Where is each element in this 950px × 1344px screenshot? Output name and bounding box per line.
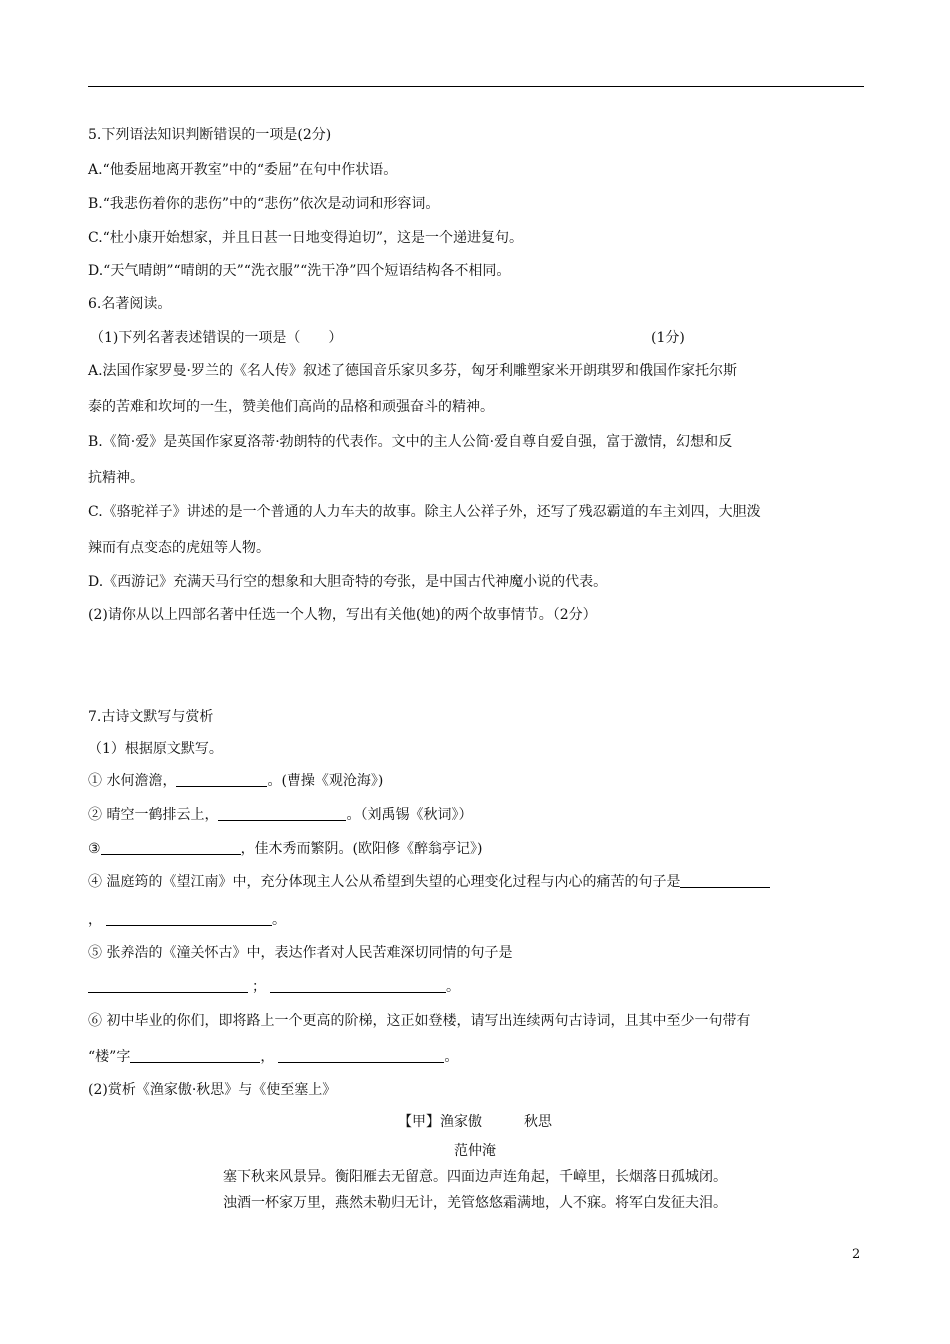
- q7-item6-line2: [88, 1048, 458, 1066]
- q7-item4-text: ④ 温庭筠的《望江南》中，充分体现主人公从希望到失望的心理变化过程与内心的痛苦的句子是: [88, 874, 681, 890]
- q6-part1-score: (1分): [651, 330, 685, 346]
- q6-option-d: D.《西游记》充满天马行空的想象和大胆奇特的夸张，是中国古代神魔小说的代表。: [88, 574, 608, 590]
- q7-item3-blank[interactable]: [101, 840, 241, 855]
- q7-item4-comma: ，: [88, 912, 102, 928]
- q7-item6-end: 。: [444, 1049, 459, 1065]
- q6-option-b-line2: 抗精神。: [88, 470, 144, 486]
- q7-item4-line2: [88, 911, 286, 929]
- q6-option-a-line1: A.法国作家罗曼·罗兰的《名人传》叙述了德国音乐家贝多芬，匈牙利雕塑家米开朗琪罗和俄国作家托尔斯: [88, 363, 738, 379]
- q7-item6-text: “楼”字: [88, 1049, 131, 1065]
- q7-item1-text: ① 水何澹澹，: [88, 773, 177, 789]
- q7-item2-text: ② 晴空一鹤排云上，: [88, 807, 219, 823]
- q7-item3-source: ，佳木秀而繁阴。(欧阳修《醉翁亭记》): [240, 841, 483, 857]
- header-rule: [88, 86, 864, 87]
- q7-item4-blank1[interactable]: [680, 873, 770, 888]
- q6-option-a-line2: 泰的苦难和坎坷的一生，赞美他们高尚的品格和顽强奋斗的精神。: [88, 399, 494, 415]
- q6-option-c-line2: 辣而有点变态的虎妞等人物。: [88, 540, 270, 556]
- q6-part2-prompt: (2)请你从以上四部名著中任选一个人物，写出有关他(她)的两个故事情节。（2分）: [88, 607, 597, 623]
- q7-item4-blank2[interactable]: [106, 911, 272, 926]
- q5-option-a: A.“他委屈地离开教室”中的“委屈”在句中作状语。: [88, 162, 398, 178]
- q7-item5-line2: [88, 978, 460, 996]
- q7-item2: [88, 806, 472, 824]
- q7-item5-line1: ⑤ 张养浩的《潼关怀古》中，表达作者对人民苦难深切同情的句子是: [88, 945, 513, 961]
- q7-item4-line1: [88, 873, 770, 891]
- q7-item1-source: 。(曹操《观沧海》): [267, 773, 384, 789]
- q7-item6-blank2[interactable]: [278, 1048, 444, 1063]
- q5-title: 5.下列语法知识判断错误的一项是(2分): [88, 127, 332, 143]
- poem-title: 【甲】渔家傲 秋思: [398, 1114, 552, 1130]
- q7-item6-blank1[interactable]: [130, 1048, 260, 1063]
- q7-item1-blank[interactable]: [176, 772, 267, 787]
- q6-option-b-line1: B.《简·爱》是英国作家夏洛蒂·勃朗特的代表作。文中的主人公简·爱自尊自爱自强，富于激情，幻想和反: [88, 434, 733, 450]
- q7-part1-prompt: （1）根据原文默写。: [88, 741, 223, 757]
- q7-item5-end: 。: [446, 979, 460, 995]
- q7-item2-blank[interactable]: [218, 806, 346, 821]
- q7-item6-line1: ⑥ 初中毕业的你们，即将路上一个更高的阶梯，这正如登楼，请写出连续两句古诗词，且其中至少一句带有: [88, 1013, 751, 1029]
- q7-item5-semicolon: ；: [252, 979, 266, 995]
- q7-item5-blank1[interactable]: [88, 978, 248, 993]
- q7-item3: [88, 840, 483, 858]
- page-number: 2: [852, 1247, 861, 1262]
- q5-option-b: B.“我悲伤着你的悲伤”中的“悲伤”依次是动词和形容词。: [88, 196, 440, 212]
- q5-option-c: C.“杜小康开始想家，并且日甚一日地变得迫切”，这是一个递进复句。: [88, 230, 523, 246]
- q7-item6-comma: ，: [260, 1049, 275, 1065]
- q7-item1: [88, 772, 383, 790]
- poem-author: 范仲淹: [454, 1143, 496, 1159]
- q6-option-c-line1: C.《骆驼祥子》讲述的是一个普通的人力车夫的故事。除主人公祥子外，还写了残忍霸道的车主刘四，大胆泼: [88, 504, 761, 520]
- q7-part2-prompt: (2)赏析《渔家傲·秋思》与《使至塞上》: [88, 1082, 337, 1098]
- q7-item4-end: 。: [272, 912, 286, 928]
- q7-title: 7.古诗文默写与赏析: [88, 709, 214, 725]
- q6-part1-prompt: [90, 329, 342, 347]
- q7-item3-text: ③: [88, 841, 101, 857]
- q7-item5-blank2[interactable]: [270, 978, 446, 993]
- q6-part1-text: （1)下列名著表述错误的一项是（ ）: [90, 330, 343, 346]
- poem-line-1: 塞下秋来风景异。衡阳雁去无留意。四面边声连角起，千嶂里，长烟落日孤城闭。: [223, 1169, 727, 1185]
- q6-title: 6.名著阅读。: [88, 296, 172, 312]
- poem-line-2: 浊酒一杯家万里，燕然未勒归无计，羌管悠悠霜满地，人不寐。将军白发征夫泪。: [223, 1195, 727, 1211]
- q7-item2-source: 。（刘禹锡《秋词》）: [346, 807, 473, 823]
- q5-option-d: D.“天气晴朗”“晴朗的天”“洗衣服”“洗干净”四个短语结构各不相同。: [88, 263, 511, 279]
